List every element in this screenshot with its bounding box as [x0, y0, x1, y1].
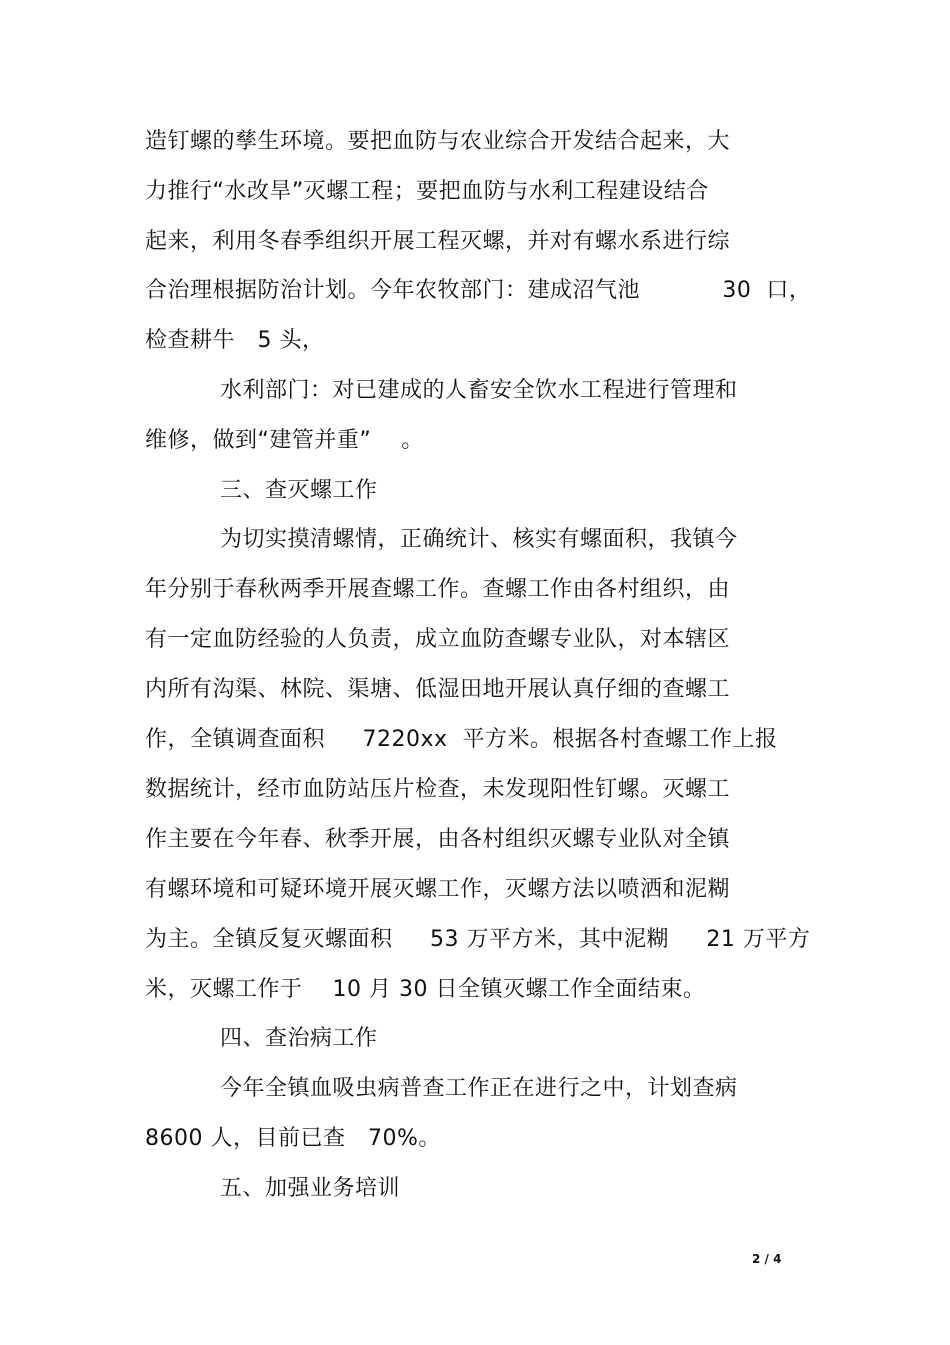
text-line: 为主。全镇反复灭螺面积 53 万平方米，其中泥糊 21 万平方 [145, 927, 811, 952]
text-line: 力推行“水改旱”灭螺工程；要把血防与水利工程建设结合 [145, 179, 709, 204]
text-line: 有一定血防经验的人负责，成立血防查螺专业队，对本辖区 [145, 627, 731, 652]
text-line: 年分别于春秋两季开展查螺工作。查螺工作由各村组织，由 [145, 577, 731, 602]
section-heading: 五、加强业务培训 [220, 1176, 401, 1201]
section-heading: 三、查灭螺工作 [220, 478, 378, 503]
text-line: 为切实摸清螺情，正确统计、核实有螺面积，我镇今 [220, 527, 738, 552]
text-line: 今年全镇血吸虫病普查工作正在进行之中，计划查病 [220, 1076, 738, 1101]
text-line: 起来，利用冬春季组织开展工程灭螺，并对有螺水系进行综 [145, 229, 731, 254]
text-line: 数据统计，经市血防站压片检查，未发现阳性钉螺。灭螺工 [145, 777, 731, 802]
section-heading: 四、查治病工作 [220, 1026, 378, 1051]
text-line: 维修，做到“建管并重” 。 [145, 428, 424, 453]
text-line: 检查耕牛 5 头， [145, 328, 325, 353]
page-number: 2 / 4 [752, 1252, 782, 1266]
text-line: 作，全镇调查面积 7220xx 平方米。根据各村查螺工作上报 [145, 727, 778, 752]
text-line: 造钉螺的孳生环境。要把血防与农业综合开发结合起来，大 [145, 129, 731, 154]
text-line: 内所有沟渠、林院、渠塘、低湿田地开展认真仔细的查螺工 [145, 677, 731, 702]
text-line: 米，灭螺工作于 10 月 30 日全镇灭螺工作全面结束。 [145, 977, 706, 1002]
text-line: 作主要在今年春、秋季开展，由各村组织灭螺专业队对全镇 [145, 827, 731, 852]
text-line: 有螺环境和可疑环境开展灭螺工作，灭螺方法以喷洒和泥糊 [145, 877, 731, 902]
text-line: 水利部门：对已建成的人畜安全饮水工程进行管理和 [220, 378, 738, 403]
text-line: 合治理根据防治计划。今年农牧部门：建成沼气池 30 口， [145, 278, 812, 303]
text-line: 8600 人，目前已查 70%。 [145, 1126, 441, 1151]
